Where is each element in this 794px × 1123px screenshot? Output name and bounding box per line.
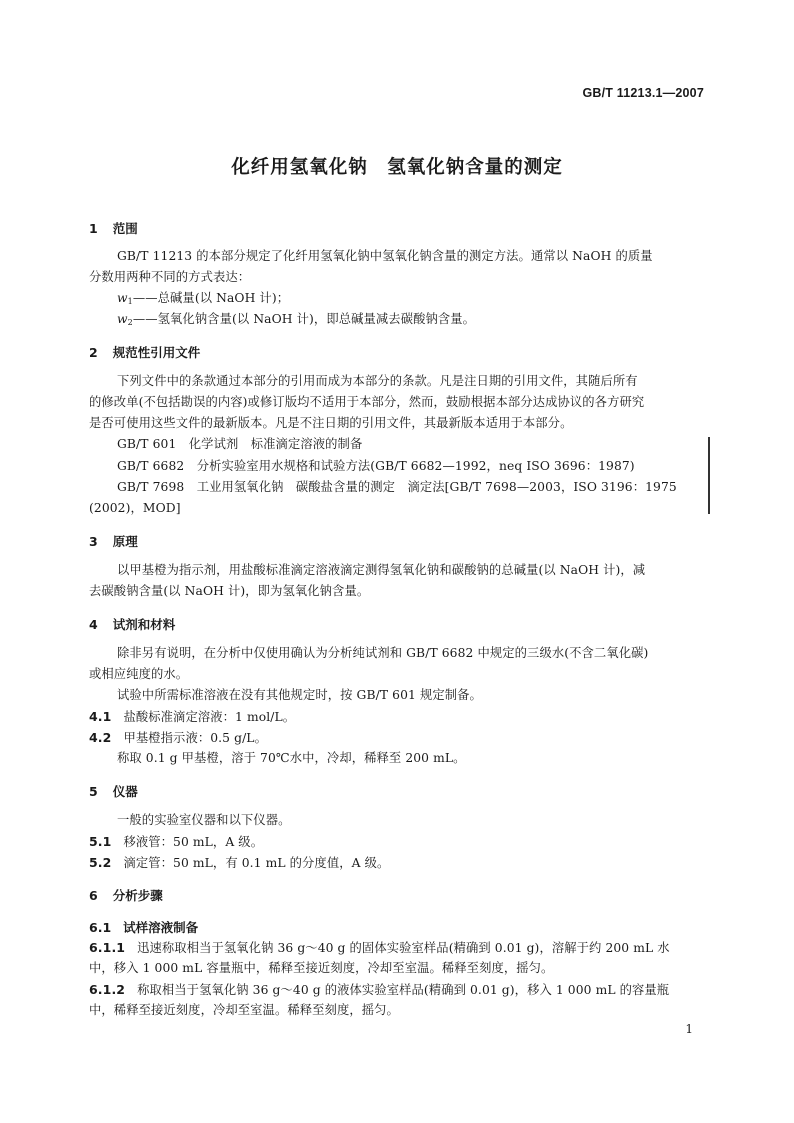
section-3-number: 3 — [89, 534, 98, 549]
page-number: 1 — [685, 1022, 693, 1036]
reference-gbt7698-line-1: GB/T 7698 工业用氢氧化钠 碳酸盐含量的测定 滴定法[GB/T 7698—2003，ISO 3196：1975 — [117, 480, 677, 494]
w2-definition — [117, 309, 475, 333]
w1-text: ——总碱量(以 NaOH 计)； — [132, 291, 290, 305]
page-title: 化纤用氢氧化钠 氢氧化钠含量的测定 — [231, 157, 563, 178]
w1-symbol: w — [117, 291, 128, 305]
w2-text: ——氢氧化钠含量(以 NaOH 计)，即总碱量减去碳酸钠含量。 — [132, 312, 476, 326]
section-6-title: 分析步骤 — [112, 888, 163, 903]
subsection-6-1-title: 试样溶液制备 — [123, 920, 199, 935]
section-6-heading — [89, 886, 163, 904]
s4-paragraph-2: 试验中所需标准溶液在没有其他规定时，按 GB/T 601 规定制备。 — [117, 688, 482, 702]
s5-paragraph: 一般的实验室仪器和以下仪器。 — [117, 813, 291, 827]
section-1-number: 1 — [89, 221, 98, 236]
reference-gbt601: GB/T 601 化学试剂 标准滴定溶液的制备 — [117, 437, 363, 451]
item-4-2-note: 称取 0.1 g 甲基橙，溶于 70℃水中，冷却，稀释至 200 mL。 — [117, 751, 466, 765]
section-1-heading — [89, 219, 138, 237]
section-3-heading — [89, 532, 138, 550]
item-4-1-text: 盐酸标准滴定溶液：1 mol/L。 — [123, 710, 296, 724]
item-6-1-1-line-2: 中，移入 1 000 mL 容量瓶中，稀释至接近刻度，冷却至室温。稀释至刻度，摇匀。 — [89, 961, 554, 975]
item-6-1-2-line-2: 中，稀释至接近刻度，冷却至室温。稀释至刻度，摇匀。 — [89, 1003, 399, 1017]
s1-paragraph-line-2: 分数用两种不同的方式表达： — [89, 270, 251, 284]
w2-symbol: w — [117, 312, 128, 326]
item-4-2-text: 甲基橙指示液：0.5 g/L。 — [123, 731, 267, 745]
item-4-1 — [89, 706, 295, 728]
w2-subscript: 2 — [127, 318, 133, 327]
item-4-2 — [89, 727, 267, 749]
subsection-6-1-number: 6.1 — [89, 920, 112, 935]
reference-gbt6682: GB/T 6682 分析实验室用水规格和试验方法(GB/T 6682—1992，neq ISO 3696：1987) — [117, 459, 635, 473]
s3-paragraph-line-2: 去碳酸钠含量(以 NaOH 计)，即为氢氧化钠含量。 — [89, 584, 370, 598]
s4-paragraph-line-2: 或相应纯度的水。 — [89, 667, 189, 681]
item-6-1-2-line-1 — [89, 979, 669, 1001]
item-5-2-text: 滴定管：50 mL，有 0.1 mL 的分度值，A 级。 — [123, 856, 390, 870]
s1-paragraph-line-1: GB/T 11213 的本部分规定了化纤用氢氧化钠中氢氧化钠含量的测定方法。通常以 NaOH 的质量 — [117, 249, 653, 263]
item-6-1-1-text: 迅速称取相当于氢氧化钠 36 g～40 g 的固体实验室样品(精确到 0.01 g)，溶解于约 200 mL 水 — [137, 941, 670, 955]
section-5-title: 仪器 — [112, 784, 138, 799]
s2-paragraph-line-3: 是否可使用这些文件的最新版本。凡是不注日期的引用文件，其最新版本适用于本部分。 — [89, 416, 573, 430]
item-6-1-1-line-1 — [89, 937, 670, 959]
section-4-number: 4 — [89, 617, 98, 632]
section-2-number: 2 — [89, 345, 98, 360]
section-4-title: 试剂和材料 — [112, 617, 176, 632]
section-2-title: 规范性引用文件 — [112, 345, 201, 360]
item-6-1-2-text: 称取相当于氢氧化钠 36 g～40 g 的液体实验室样品(精确到 0.01 g)，移入 1 000 mL 的容量瓶 — [137, 983, 670, 997]
change-bar — [708, 437, 710, 514]
item-5-1-text: 移液管：50 mL，A 级。 — [123, 835, 264, 849]
s2-paragraph-line-1: 下列文件中的条款通过本部分的引用而成为本部分的条款。凡是注日期的引用文件，其随后所有 — [117, 374, 638, 388]
section-1-title: 范围 — [112, 221, 138, 236]
s2-paragraph-line-2: 的修改单(不包括勘误的内容)或修订版均不适用于本部分，然而，鼓励根据本部分达成协议的各方研究 — [89, 395, 645, 409]
section-3-title: 原理 — [112, 534, 138, 549]
standard-code: GB/T 11213.1—2007 — [582, 86, 704, 100]
item-5-1-number: 5.1 — [89, 834, 112, 849]
reference-gbt7698-line-2: (2002)，MOD] — [89, 501, 181, 515]
section-5-heading — [89, 782, 138, 800]
s3-paragraph-line-1: 以甲基橙为指示剂，用盐酸标准滴定溶液滴定测得氢氧化钠和碳酸钠的总碱量(以 NaOH 计)，减 — [117, 563, 646, 577]
item-5-1 — [89, 831, 263, 853]
item-4-1-number: 4.1 — [89, 709, 112, 724]
item-4-2-number: 4.2 — [89, 730, 112, 745]
section-2-heading — [89, 343, 200, 361]
s4-paragraph-line-1: 除非另有说明，在分析中仅使用确认为分析纯试剂和 GB/T 6682 中规定的三级水(不含二氧化碳) — [117, 646, 649, 660]
item-5-2-number: 5.2 — [89, 855, 112, 870]
w1-subscript: 1 — [127, 297, 133, 306]
item-5-2 — [89, 852, 389, 874]
section-4-heading — [89, 615, 175, 633]
item-6-1-1-number: 6.1.1 — [89, 940, 126, 955]
item-6-1-2-number: 6.1.2 — [89, 982, 126, 997]
subsection-6-1-heading — [89, 918, 198, 936]
section-5-number: 5 — [89, 784, 98, 799]
section-6-number: 6 — [89, 888, 98, 903]
